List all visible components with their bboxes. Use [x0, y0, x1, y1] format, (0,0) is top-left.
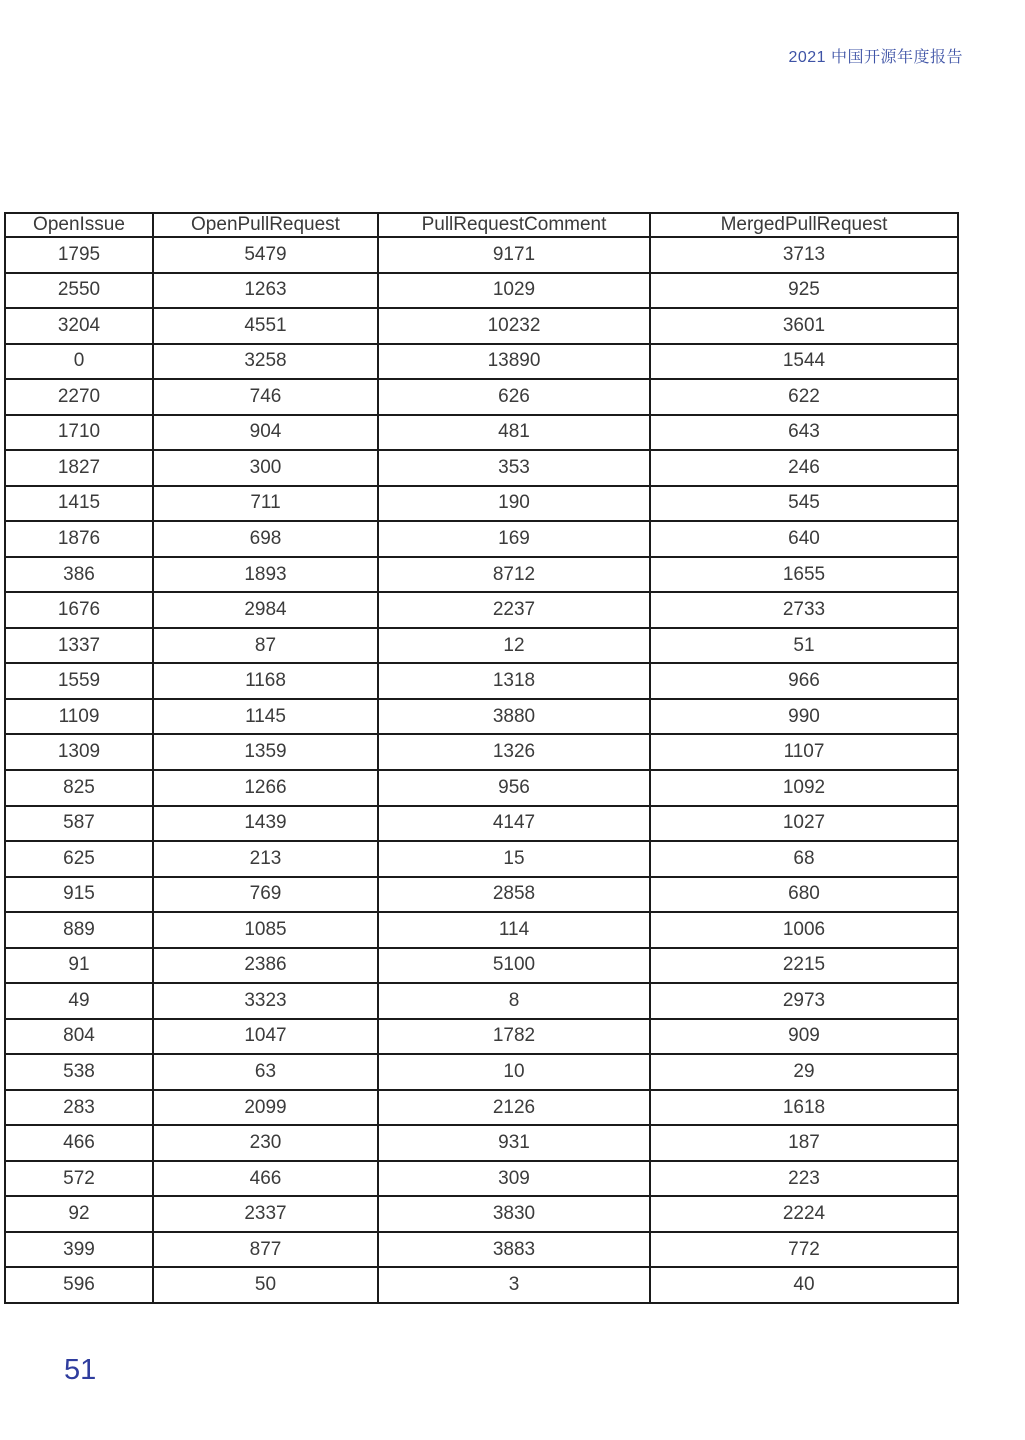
table-cell: 386	[5, 557, 153, 593]
column-header: MergedPullRequest	[650, 213, 958, 237]
table-cell: 481	[378, 415, 650, 451]
table-row	[5, 770, 958, 806]
table-cell: 545	[650, 486, 958, 522]
table-cell: 1109	[5, 699, 153, 735]
table-row	[5, 557, 958, 593]
table-row	[5, 877, 958, 913]
table-body	[5, 237, 958, 1303]
table-row	[5, 1161, 958, 1197]
table-row	[5, 415, 958, 451]
table-cell: 1655	[650, 557, 958, 593]
table-cell: 8	[378, 983, 650, 1019]
table-cell: 825	[5, 770, 153, 806]
table-cell: 309	[378, 1161, 650, 1197]
table-cell: 1266	[153, 770, 378, 806]
table-cell: 1337	[5, 628, 153, 664]
table-cell: 51	[650, 628, 958, 664]
table-cell: 3323	[153, 983, 378, 1019]
table-cell: 246	[650, 450, 958, 486]
table-cell: 746	[153, 379, 378, 415]
table-row	[5, 734, 958, 770]
table-cell: 8712	[378, 557, 650, 593]
table-cell: 1092	[650, 770, 958, 806]
table-header-row	[5, 213, 958, 237]
table-cell: 1827	[5, 450, 153, 486]
table-cell: 4147	[378, 806, 650, 842]
table-cell: 1107	[650, 734, 958, 770]
table-row	[5, 521, 958, 557]
table-cell: 4551	[153, 308, 378, 344]
table-cell: 877	[153, 1232, 378, 1268]
table-cell: 2386	[153, 948, 378, 984]
table-row	[5, 912, 958, 948]
table-cell: 596	[5, 1267, 153, 1303]
table-cell: 925	[650, 273, 958, 309]
table-cell: 1893	[153, 557, 378, 593]
table-cell: 29	[650, 1054, 958, 1090]
table-row	[5, 628, 958, 664]
table-cell: 223	[650, 1161, 958, 1197]
table-cell: 50	[153, 1267, 378, 1303]
table-header	[5, 213, 958, 237]
table-cell: 5100	[378, 948, 650, 984]
table-cell: 12	[378, 628, 650, 664]
table-row	[5, 344, 958, 380]
table-cell: 466	[153, 1161, 378, 1197]
table-cell: 2733	[650, 592, 958, 628]
table-cell: 698	[153, 521, 378, 557]
table-cell: 9171	[378, 237, 650, 273]
table-cell: 2973	[650, 983, 958, 1019]
table-cell: 2099	[153, 1090, 378, 1126]
table-cell: 114	[378, 912, 650, 948]
table-row	[5, 237, 958, 273]
table-cell: 1145	[153, 699, 378, 735]
table-cell: 1263	[153, 273, 378, 309]
table-cell: 2550	[5, 273, 153, 309]
table-row	[5, 983, 958, 1019]
column-header: PullRequestComment	[378, 213, 650, 237]
table-cell: 87	[153, 628, 378, 664]
page-number: 51	[64, 1354, 97, 1386]
table-cell: 1415	[5, 486, 153, 522]
table-cell: 213	[153, 841, 378, 877]
table-cell: 49	[5, 983, 153, 1019]
table-cell: 2337	[153, 1196, 378, 1232]
table-cell: 3258	[153, 344, 378, 380]
table-cell: 1006	[650, 912, 958, 948]
table-cell: 3830	[378, 1196, 650, 1232]
table-cell: 13890	[378, 344, 650, 380]
table-cell: 680	[650, 877, 958, 913]
table-cell: 40	[650, 1267, 958, 1303]
table-cell: 956	[378, 770, 650, 806]
table-cell: 3601	[650, 308, 958, 344]
table-cell: 772	[650, 1232, 958, 1268]
table-cell: 931	[378, 1125, 650, 1161]
table-cell: 1618	[650, 1090, 958, 1126]
table-cell: 190	[378, 486, 650, 522]
table-cell: 353	[378, 450, 650, 486]
table-row	[5, 1090, 958, 1126]
table-row	[5, 450, 958, 486]
table-cell: 92	[5, 1196, 153, 1232]
table-cell: 187	[650, 1125, 958, 1161]
table-cell: 300	[153, 450, 378, 486]
table-cell: 399	[5, 1232, 153, 1268]
table-cell: 2984	[153, 592, 378, 628]
table-cell: 1782	[378, 1019, 650, 1055]
table-row	[5, 308, 958, 344]
table-row	[5, 273, 958, 309]
table-cell: 626	[378, 379, 650, 415]
table-cell: 3	[378, 1267, 650, 1303]
table-cell: 3880	[378, 699, 650, 735]
table-cell: 625	[5, 841, 153, 877]
column-header: OpenPullRequest	[153, 213, 378, 237]
table-cell: 1318	[378, 663, 650, 699]
table-cell: 1876	[5, 521, 153, 557]
table-cell: 2858	[378, 877, 650, 913]
table-cell: 15	[378, 841, 650, 877]
table-cell: 91	[5, 948, 153, 984]
table-cell: 10232	[378, 308, 650, 344]
table-cell: 1168	[153, 663, 378, 699]
table-cell: 711	[153, 486, 378, 522]
table-cell: 3713	[650, 237, 958, 273]
table-cell: 1309	[5, 734, 153, 770]
table-cell: 2270	[5, 379, 153, 415]
table-cell: 63	[153, 1054, 378, 1090]
table-cell: 904	[153, 415, 378, 451]
table-cell: 0	[5, 344, 153, 380]
table-cell: 2237	[378, 592, 650, 628]
table-cell: 1029	[378, 273, 650, 309]
table-cell: 5479	[153, 237, 378, 273]
table-cell: 3883	[378, 1232, 650, 1268]
data-table	[4, 212, 959, 1304]
table-row	[5, 1232, 958, 1268]
table-cell: 990	[650, 699, 958, 735]
table-cell: 230	[153, 1125, 378, 1161]
table-cell: 622	[650, 379, 958, 415]
table-cell: 572	[5, 1161, 153, 1197]
table-row	[5, 948, 958, 984]
table-cell: 643	[650, 415, 958, 451]
table-cell: 1359	[153, 734, 378, 770]
table-cell: 915	[5, 877, 153, 913]
column-header: OpenIssue	[5, 213, 153, 237]
table-cell: 538	[5, 1054, 153, 1090]
table-cell: 10	[378, 1054, 650, 1090]
table-cell: 169	[378, 521, 650, 557]
table-cell: 587	[5, 806, 153, 842]
table-cell: 804	[5, 1019, 153, 1055]
table-row	[5, 592, 958, 628]
table-cell: 3204	[5, 308, 153, 344]
table-cell: 966	[650, 663, 958, 699]
table-row	[5, 841, 958, 877]
table-cell: 1795	[5, 237, 153, 273]
table-cell: 1710	[5, 415, 153, 451]
table-cell: 1544	[650, 344, 958, 380]
table-cell: 1047	[153, 1019, 378, 1055]
table-cell: 1085	[153, 912, 378, 948]
table-row	[5, 379, 958, 415]
table-cell: 466	[5, 1125, 153, 1161]
table-row	[5, 1054, 958, 1090]
table-cell: 1439	[153, 806, 378, 842]
report-header-title: 2021 中国开源年度报告	[788, 49, 963, 66]
table-row	[5, 699, 958, 735]
table-cell: 1559	[5, 663, 153, 699]
table-cell: 1326	[378, 734, 650, 770]
table-cell: 640	[650, 521, 958, 557]
table-cell: 1676	[5, 592, 153, 628]
table-row	[5, 1196, 958, 1232]
table-row	[5, 663, 958, 699]
table-row	[5, 806, 958, 842]
table-row	[5, 1019, 958, 1055]
table-row	[5, 486, 958, 522]
table-cell: 2215	[650, 948, 958, 984]
table-cell: 769	[153, 877, 378, 913]
table-row	[5, 1267, 958, 1303]
table-cell: 2126	[378, 1090, 650, 1126]
table-cell: 909	[650, 1019, 958, 1055]
table-cell: 1027	[650, 806, 958, 842]
table-cell: 2224	[650, 1196, 958, 1232]
table-row	[5, 1125, 958, 1161]
table-cell: 283	[5, 1090, 153, 1126]
table-cell: 68	[650, 841, 958, 877]
table-cell: 889	[5, 912, 153, 948]
